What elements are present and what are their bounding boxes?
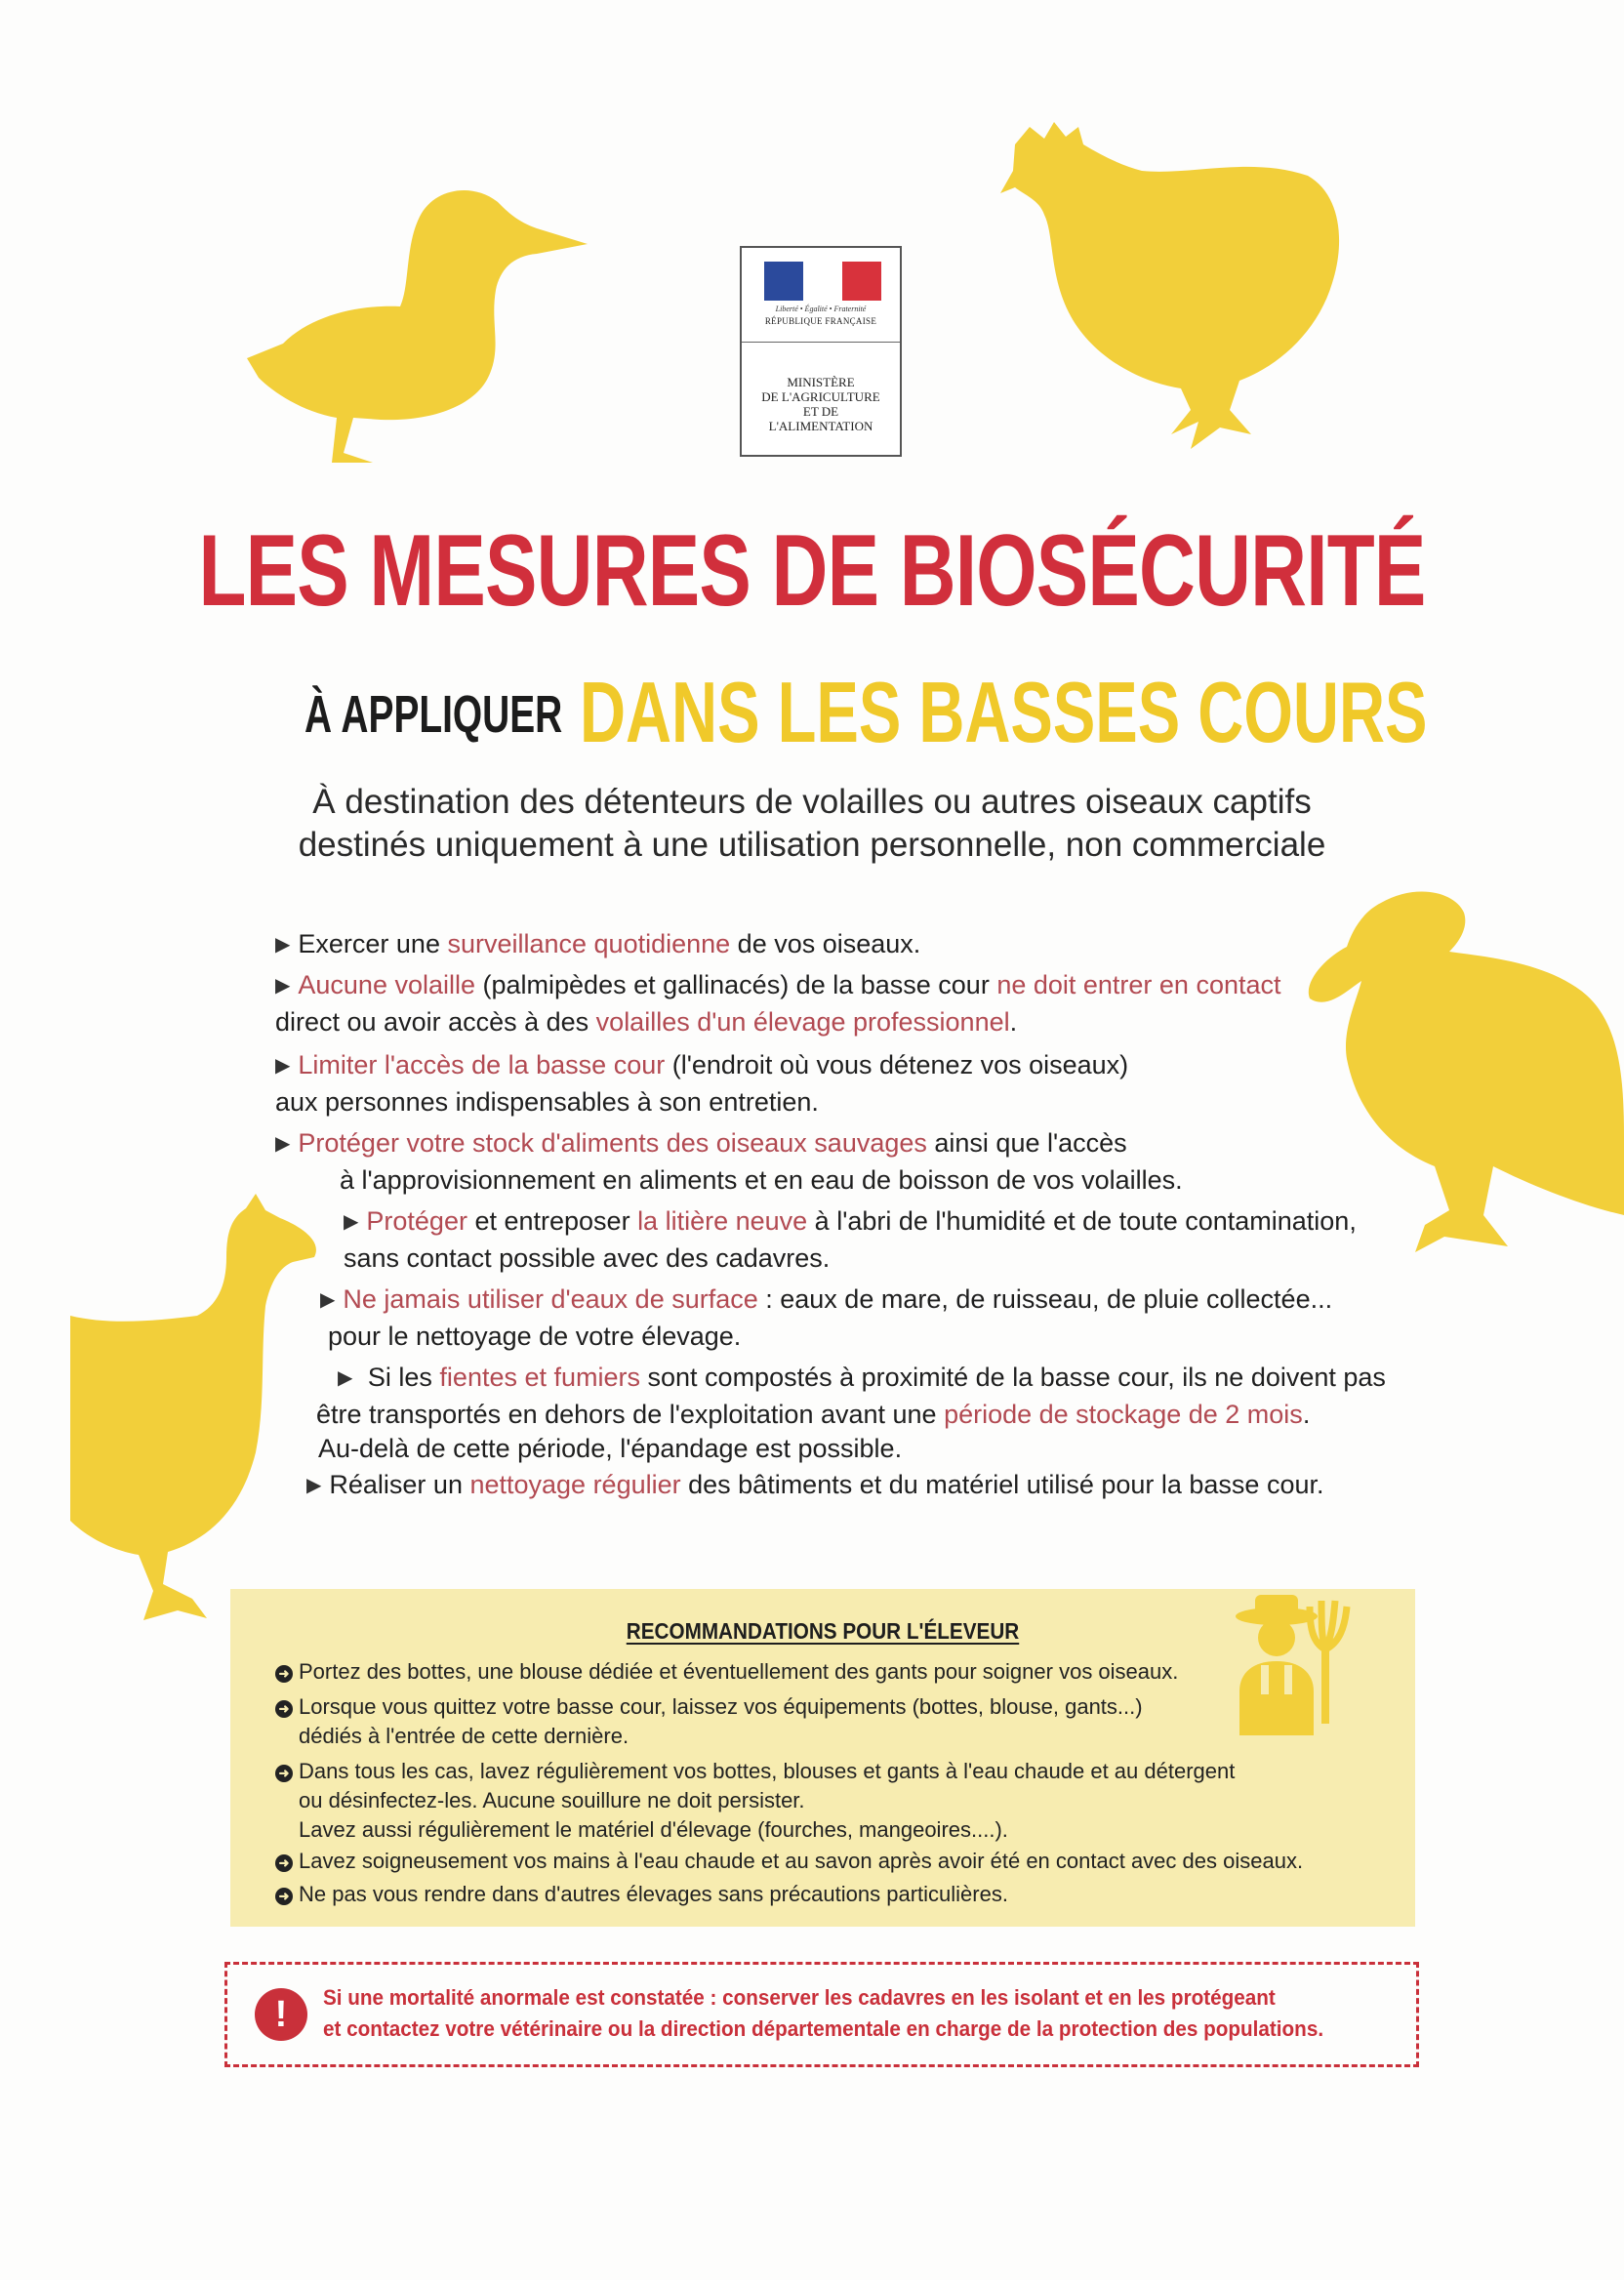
text: de vos oiseaux. — [730, 929, 921, 958]
measure-item — [275, 968, 1281, 1039]
text: dédiés à l'entrée de cette dernière. — [299, 1724, 629, 1748]
french-flag-icon — [764, 262, 881, 301]
text: des bâtiments et du matériel utilisé pour la basse cour. — [680, 1470, 1324, 1499]
text: (l'endroit où vous détenez vos oiseaux) — [665, 1050, 1129, 1079]
subtitle-yellow: DANS LES BASSES COURS — [580, 664, 1428, 760]
duck-silhouette-icon — [244, 178, 634, 470]
recommendation-item — [275, 1847, 1303, 1876]
recommendation-item — [275, 1692, 1143, 1751]
text: Dans tous les cas, lavez régulièrement vos bottes, blouses et gants à l'eau chaude et au détergent — [299, 1759, 1236, 1783]
farmer-pitchfork-icon — [1220, 1589, 1386, 1740]
highlight: période de stockage de 2 mois — [944, 1400, 1303, 1429]
text: et entreposer — [467, 1206, 638, 1236]
text: Exercer une — [298, 929, 448, 958]
text: Ne pas vous rendre dans d'autres élevages sans précautions particulières. — [299, 1882, 1008, 1906]
intro-line: destinés uniquement à une utilisation personnelle, non commerciale — [298, 826, 1326, 864]
triangle-bullet-icon: ▶ — [275, 975, 291, 997]
arrow-circle-icon: ➜ — [275, 1700, 293, 1718]
highlight: Ne jamais utiliser d'eaux de surface — [343, 1284, 758, 1314]
text: . — [1302, 1400, 1311, 1429]
text: être transportés en dehors de l'exploitation avant une — [316, 1400, 945, 1429]
recommendations-box — [230, 1589, 1415, 1927]
triangle-bullet-icon: ▶ — [275, 934, 291, 956]
text: Lorsque vous quittez votre basse cour, laissez vos équipements (bottes, blouse, gants...) — [299, 1694, 1143, 1719]
text: sont compostés à proximité de la basse cour, ils ne doivent pas — [640, 1363, 1386, 1392]
logo-republic: RÉPUBLIQUE FRANÇAISE — [764, 316, 877, 326]
ministry-line: MINISTÈRE — [787, 375, 855, 389]
highlight: Aucune volaille — [298, 970, 476, 999]
logo-divider — [742, 342, 900, 343]
subtitle-dark: À APPLIQUER — [304, 685, 563, 744]
text: Réaliser un — [329, 1470, 470, 1499]
recommendations-title: RECOMMANDATIONS POUR L'ÉLEVEUR — [626, 1618, 1020, 1644]
hen-silhouette-icon — [995, 117, 1357, 459]
text: Au-delà de cette période, l'épandage est possible. — [318, 1434, 903, 1463]
highlight: ne doit entrer en contact — [996, 970, 1281, 999]
page-title: LES MESURES DE BIOSÉCURITÉ — [198, 514, 1426, 628]
logo-motto: Liberté • Égalité • Fraternité — [775, 305, 867, 313]
arrow-circle-icon: ➜ — [275, 1665, 293, 1683]
warning-text — [323, 1982, 1323, 2045]
highlight: volailles d'un élevage professionnel — [595, 1007, 1010, 1037]
measure-item — [320, 1282, 1332, 1354]
highlight: surveillance quotidienne — [447, 929, 731, 958]
text: Lavez soigneusement vos mains à l'eau chaude et au savon après avoir été en contact avec des oiseaux. — [299, 1849, 1304, 1873]
logo-ministry — [742, 375, 900, 433]
arrow-circle-icon: ➜ — [275, 1888, 293, 1905]
text: direct ou avoir accès à des — [275, 1007, 596, 1037]
exclamation-icon: ! — [255, 1988, 307, 2041]
text: à l'approvisionnement en aliments et en eau de boisson de vos volailles. — [340, 1165, 1183, 1195]
triangle-bullet-icon: ▶ — [275, 1055, 291, 1077]
warning-line: Si une mortalité anormale est constatée : conserver les cadavres en les isolant et en les protégeant — [323, 1985, 1276, 2010]
triangle-bullet-icon: ▶ — [344, 1211, 359, 1233]
highlight: fientes et fumiers — [439, 1363, 641, 1392]
text: sans contact possible avec des cadavres. — [344, 1243, 831, 1273]
text: aux personnes indispensables à son entretien. — [275, 1087, 819, 1117]
intro-line: À destination des détenteurs de volailles ou autres oiseaux captifs — [312, 783, 1312, 821]
triangle-bullet-icon: ▶ — [306, 1475, 322, 1496]
recommendation-item — [275, 1880, 1008, 1909]
measure-item — [344, 1204, 1357, 1276]
warning-line: et contactez votre vétérinaire ou la direction départementale en charge de la protection des populations. — [323, 2016, 1324, 2041]
measure-item — [275, 1048, 1128, 1120]
triangle-bullet-icon: ▶ — [338, 1367, 353, 1389]
arrow-circle-icon: ➜ — [275, 1854, 293, 1872]
highlight: Protéger — [366, 1206, 467, 1236]
text: Portez des bottes, une blouse dédiée et éventuellement des gants pour soigner vos oiseaux. — [299, 1659, 1179, 1684]
text: pour le nettoyage de votre élevage. — [328, 1322, 742, 1351]
measure-item — [275, 1126, 1183, 1198]
text: (palmipèdes et gallinacés) de la basse cour — [475, 970, 997, 999]
highlight: Limiter l'accès de la basse cour — [298, 1050, 666, 1079]
ministry-line: L'ALIMENTATION — [768, 419, 873, 433]
text: : eaux de mare, de ruisseau, de pluie collectée... — [757, 1284, 1333, 1314]
highlight: la litière neuve — [637, 1206, 808, 1236]
ministry-line: ET DE — [802, 404, 839, 419]
ministry-line: DE L'AGRICULTURE — [761, 389, 880, 404]
intro-text — [0, 781, 1624, 867]
recommendation-item — [275, 1757, 1235, 1845]
measure-item — [306, 1468, 1323, 1505]
text: . — [1009, 1007, 1018, 1037]
highlight: Protéger votre stock d'aliments des oiseaux sauvages — [298, 1128, 927, 1158]
highlight: nettoyage régulier — [469, 1470, 681, 1499]
guinea-fowl-silhouette-icon — [70, 1189, 324, 1638]
text: ainsi que l'accès — [926, 1128, 1127, 1158]
warning-box — [224, 1962, 1419, 2067]
recommendation-item — [275, 1657, 1178, 1687]
measure-item — [316, 1361, 1386, 1466]
text: Si les — [360, 1363, 440, 1392]
triangle-bullet-icon: ▶ — [320, 1289, 336, 1311]
measure-item — [275, 927, 920, 964]
text: ou désinfectez-les. Aucune souillure ne doit persister. — [299, 1788, 805, 1812]
text: Lavez aussi régulièrement le matériel d'élevage (fourches, mangeoires....). — [299, 1817, 1008, 1842]
ministry-logo — [740, 246, 902, 457]
triangle-bullet-icon: ▶ — [275, 1133, 291, 1155]
arrow-circle-icon: ➜ — [275, 1765, 293, 1782]
text: à l'abri de l'humidité et de toute contamination, — [807, 1206, 1357, 1236]
